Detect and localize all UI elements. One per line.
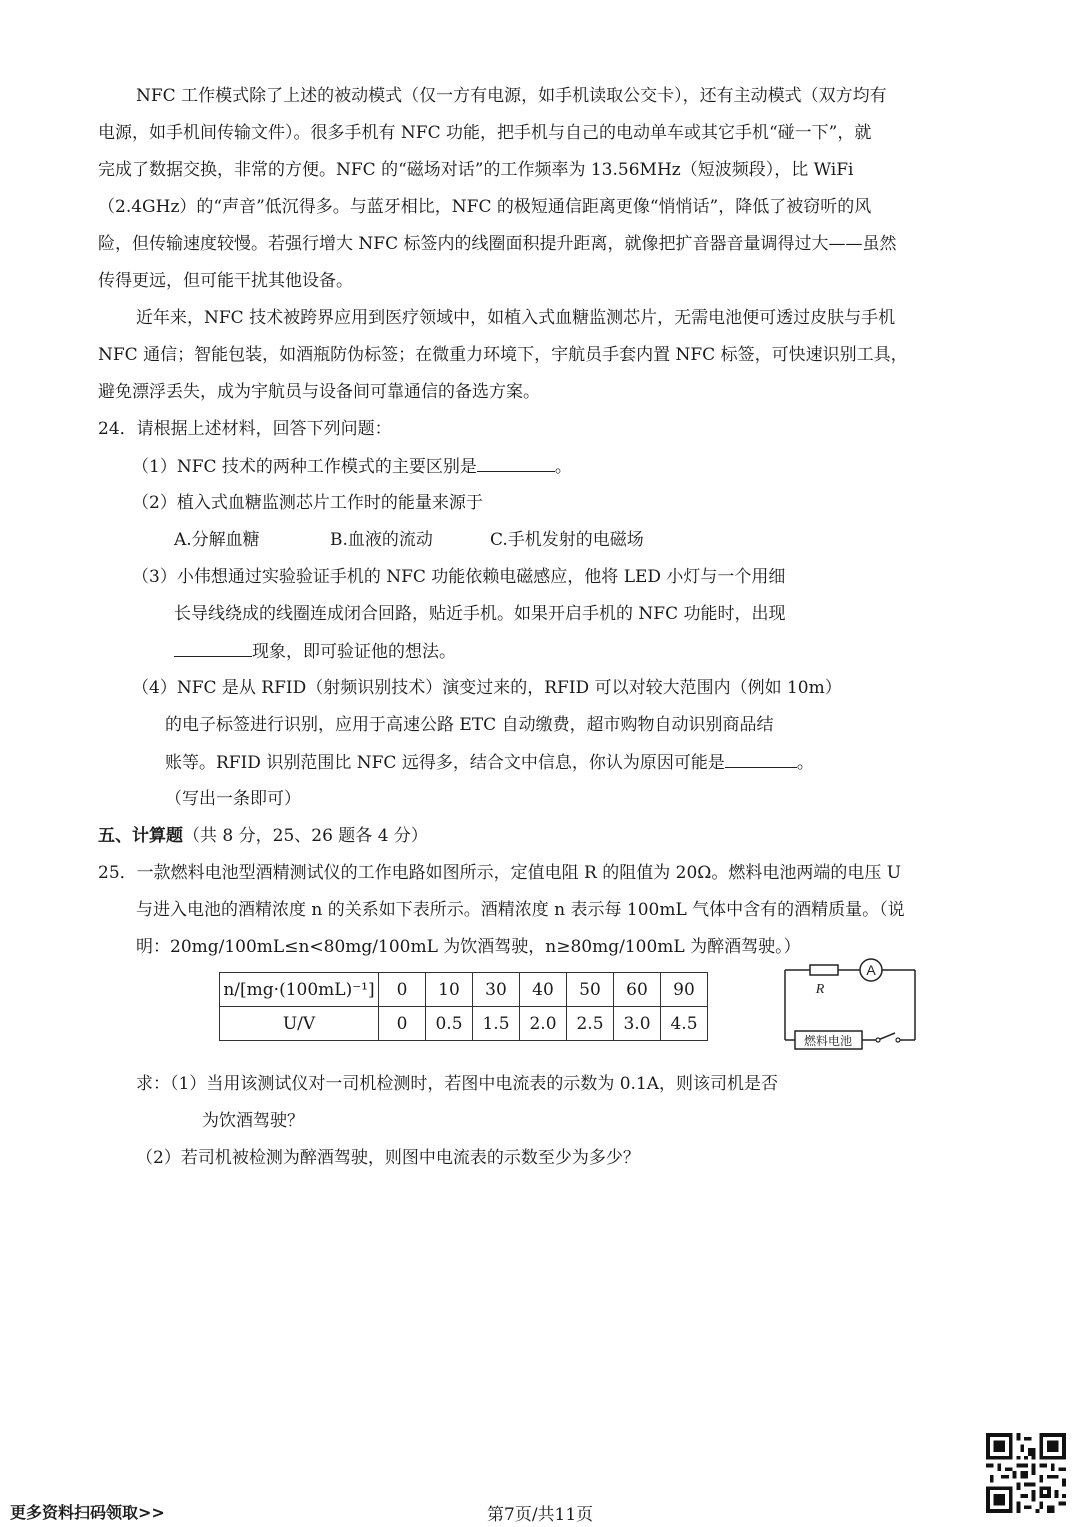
resistor-label: R	[815, 982, 825, 997]
switch-contact	[876, 1038, 880, 1042]
table-cell: 90	[661, 973, 708, 1007]
footer-more-resources[interactable]: 更多资料扫码领取>>	[10, 1503, 165, 1522]
passage-p1-line4: （2.4GHz）的“声音”低沉得多。与蓝牙相比，NFC 的极短通信距离更像“悄悄话”，降低了被窃听的风	[98, 197, 872, 217]
q24-part4-line1: （4）NFC 是从 RFID（射频识别技术）演变过来的，RFID 可以对较大范围内（例如 10m）	[132, 678, 842, 698]
passage-p2-line2: NFC 通信；智能包装，如酒瓶防伪标签；在微重力环境下，宇航员手套内置 NFC 标签，可快速识别工具，	[98, 345, 908, 365]
table-cell: 0	[379, 1007, 426, 1041]
q24-part3-line3	[174, 640, 456, 663]
q24-part4-line3-end: 。	[796, 753, 814, 773]
q24-part2-option-a: A.分解血糖	[174, 530, 260, 550]
table-cell: 60	[614, 973, 661, 1007]
circuit-diagram	[780, 955, 920, 1055]
q24-part4-line4: （写出一条即可）	[165, 789, 301, 809]
table-cell: 30	[473, 973, 520, 1007]
table-row-header: n/[mg·(100mL)⁻¹]	[220, 973, 379, 1007]
fuel-cell-label: 燃料电池	[803, 1034, 853, 1048]
table-cell: 40	[520, 973, 567, 1007]
q24-part2-option-c: C.手机发射的电磁场	[490, 530, 644, 550]
switch-contact	[896, 1038, 900, 1042]
q24-part4-line3-text: 账等。RFID 识别范围比 NFC 远得多，结合文中信息，你认为原因可能是	[165, 753, 725, 773]
page-number: 第7页/共11页	[487, 1505, 594, 1525]
table-cell: 3.0	[614, 1007, 661, 1041]
q24-part1-text: （1）NFC 技术的两种工作模式的主要区别是	[132, 457, 477, 477]
section5-header	[98, 825, 428, 847]
passage-p1-line5: 险，但传输速度较慢。若强行增大 NFC 标签内的线圈面积提升距离，就像把扩音器音量调得过大——虽然	[98, 234, 897, 254]
passage-p1-line3: 完成了数据交换，非常的方便。NFC 的“磁场对话”的工作频率为 13.56MHz（短波频段），比 WiFi	[98, 160, 854, 180]
q25-line2: 与进入电池的酒精浓度 n 的关系如下表所示。酒精浓度 n 表示每 100mL 气体中含有的酒精质量。（说	[136, 900, 905, 920]
q24-part3-line2: 长导线绕成的线圈连成闭合回路，贴近手机。如果开启手机的 NFC 功能时，出现	[174, 604, 786, 624]
q24-part1-end: 。	[554, 457, 572, 477]
table-cell: 4.5	[661, 1007, 708, 1041]
table-row	[220, 973, 708, 1007]
q24-part3-line1: （3）小伟想通过实验验证手机的 NFC 功能依赖电磁感应，他将 LED 小灯与一个用细	[132, 567, 786, 587]
q24-part2-option-b: B.血液的流动	[330, 530, 433, 550]
q24-part4-line2: 的电子标签进行识别，应用于高速公路 ETC 自动缴费，超市购物自动识别商品结	[165, 715, 774, 735]
q24-stem: 24．请根据上述材料，回答下列问题：	[98, 419, 392, 439]
q25-line3: 明：20mg/100mL≤n<80mg/100mL 为饮酒驾驶，n≥80mg/100mL 为醉酒驾驶。）	[136, 937, 801, 957]
passage-p1-line2: 电源，如手机间传输文件）。很多手机有 NFC 功能，把手机与自己的电动单车或其它手机“碰一下”，就	[98, 123, 872, 143]
ammeter-label: A	[866, 962, 876, 978]
table-cell: 2.5	[567, 1007, 614, 1041]
q24-part1	[132, 455, 572, 478]
table-row	[220, 1007, 708, 1041]
passage-p1-line6: 传得更远，但可能干扰其他设备。	[98, 271, 353, 291]
concentration-voltage-table	[219, 972, 708, 1041]
table-cell: 0.5	[426, 1007, 473, 1041]
table-cell: 1.5	[473, 1007, 520, 1041]
q25-line1: 25．一款燃料电池型酒精测试仪的工作电路如图所示，定值电阻 R 的阻值为 20Ω。燃料电池两端的电压 U	[98, 863, 902, 883]
answer-blank[interactable]	[725, 751, 797, 768]
table-cell: 0	[379, 973, 426, 1007]
q24-part2: （2）植入式血糖监测芯片工作时的能量来源于	[132, 493, 483, 513]
q25-ask1-line1: 求：（1）当用该测试仪对一司机检测时，若图中电流表的示数为 0.1A，则该司机是否	[136, 1074, 779, 1094]
q24-part4-line3	[165, 751, 814, 774]
table-row-header: U/V	[220, 1007, 379, 1041]
section5-title: 五、计算题	[98, 826, 183, 846]
answer-blank[interactable]	[477, 455, 555, 472]
q25-ask1-line2: 为饮酒驾驶？	[202, 1111, 304, 1131]
qr-code-icon	[986, 1433, 1066, 1513]
table-cell: 50	[567, 973, 614, 1007]
q24-part3-line3-text: 现象，即可验证他的想法。	[252, 642, 456, 662]
q25-ask2: （2）若司机被检测为醉酒驾驶，则图中电流表的示数至少为多少？	[136, 1148, 640, 1168]
passage-p1-line1: NFC 工作模式除了上述的被动模式（仅一方有电源，如手机读取公交卡），还有主动模式（双方均有	[136, 86, 887, 106]
table-cell: 2.0	[520, 1007, 567, 1041]
section5-note: （共 8 分，25、26 题各 4 分）	[183, 826, 428, 846]
table-cell: 10	[426, 973, 473, 1007]
resistor-symbol	[810, 965, 838, 975]
answer-blank[interactable]	[174, 640, 252, 657]
passage-p2-line1: 近年来，NFC 技术被跨界应用到医疗领域中，如植入式血糖监测芯片，无需电池便可透过皮肤与手机	[136, 308, 896, 328]
passage-p2-line3: 避免漂浮丢失，成为宇航员与设备间可靠通信的备选方案。	[98, 382, 540, 402]
